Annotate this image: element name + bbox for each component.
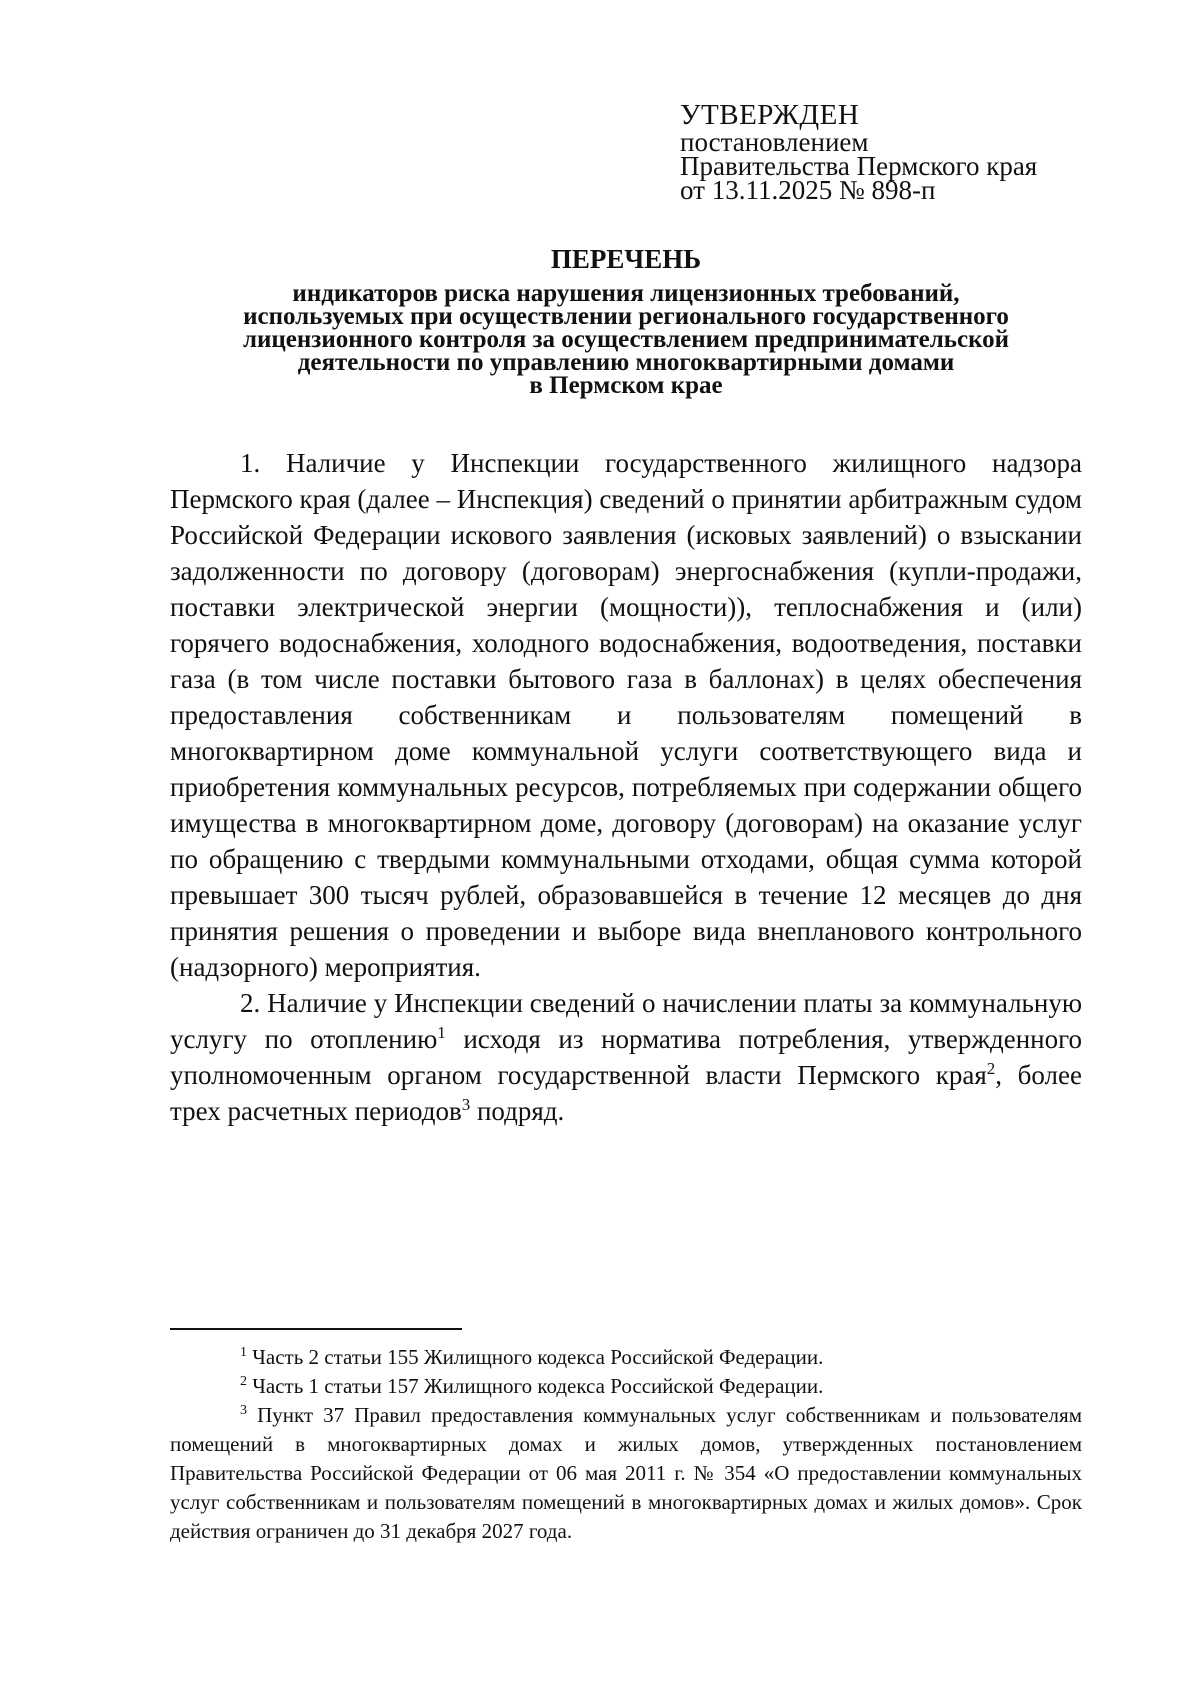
approval-stamp — [680, 99, 1120, 205]
item-2-text: , более трех расчетных периодов — [170, 1060, 1082, 1126]
subtitle-line: в Пермском крае — [529, 372, 723, 399]
footnote-ref-1[interactable]: 1 — [437, 1023, 446, 1042]
document-subtitle — [170, 282, 1082, 397]
footnote-mark: 2 — [240, 1374, 247, 1389]
item-1: 1. Наличие у Инспекции государственного жилищного надзора Пермского края (далее – Инспекция) сведений о принятии арбитражным судом Российской Федерации искового заявления (исковых заявлений) о взыскании задолженности по договору (договорам) энергоснабжения (купли-продажи, поставки электрической энергии (мощности)), теплоснабжения и (или) горячего водоснабжения, холодного водоснабжения, водоотведения, поставки газа (в том числе поставки бытового газа в баллонах) в целях обеспечения предоставления собственникам и пользователям помещений в многоквартирном доме коммунальной услуги соответствующего вида и приобретения коммунальных ресурсов, потребляемых при содержании общего имущества в многоквартирном доме, договору (договорам) на оказание услуг по обращению с твердыми коммунальными отходами, общая сумма которой превышает 300 тысяч рублей, образовавшейся в течение 12 месяцев до дня принятия решения о проведении и выборе вида внепланового контрольного (надзорного) мероприятия. — [170, 448, 1082, 982]
footnote-text: Часть 1 статьи 157 Жилищного кодекса Российской Федерации. — [247, 1374, 824, 1398]
document-title: ПЕРЕЧЕНЬ — [550, 244, 702, 274]
subtitle-line: используемых при осуществлении регионального государственного — [243, 303, 1009, 330]
subtitle-line: деятельности по управлению многоквартирными домами — [297, 349, 955, 376]
footnote-mark: 3 — [240, 1403, 247, 1418]
item-2-text: исходя из норматива потребления, утвержденного уполномоченным органом государственной власти Пермского края — [170, 1024, 1082, 1090]
approval-line: Правительства Пермского края — [680, 151, 1038, 181]
approval-line: постановлением — [680, 127, 869, 157]
footnote-2 — [170, 1372, 1082, 1401]
footnote-ref-3[interactable]: 3 — [461, 1095, 471, 1114]
approval-date: от 13.11.2025 № 898-п — [680, 175, 936, 205]
footnote-mark: 1 — [240, 1345, 247, 1360]
footnote-text: Часть 2 статьи 155 Жилищного кодекса Российской Федерации. — [247, 1345, 824, 1369]
item-2-text: 2. Наличие у Инспекции сведений о начислении платы за коммунальную услугу по отоплению — [170, 988, 1082, 1054]
footnote-ref-2[interactable]: 2 — [986, 1059, 996, 1078]
subtitle-line: лицензионного контроля за осуществлением предпринимательской — [242, 326, 1010, 353]
footnote-3 — [170, 1401, 1082, 1546]
document-body — [170, 445, 1082, 1129]
subtitle-line: индикаторов риска нарушения лицензионных требований, — [292, 280, 960, 307]
footnotes — [170, 1343, 1082, 1546]
footnote-1 — [170, 1343, 1082, 1372]
item-2 — [170, 985, 1082, 1129]
approval-heading: УТВЕРЖДЕН — [680, 99, 860, 131]
item-2-text: подряд. — [470, 1096, 565, 1126]
footnote-separator — [170, 1328, 462, 1330]
footnote-text: Пункт 37 Правил предоставления коммунальных услуг собственникам и пользователям помещений в многоквартирных домах и жилых домов, утвержденных постановлением Правительства Российской Федерации от 06 мая 2011 г. № 354 «О предоставлении коммунальных услуг собственникам и пользователям помещений в многоквартирных домах и жилых домов». Срок действия ограничен до 31 декабря 2027 года. — [170, 1403, 1082, 1543]
